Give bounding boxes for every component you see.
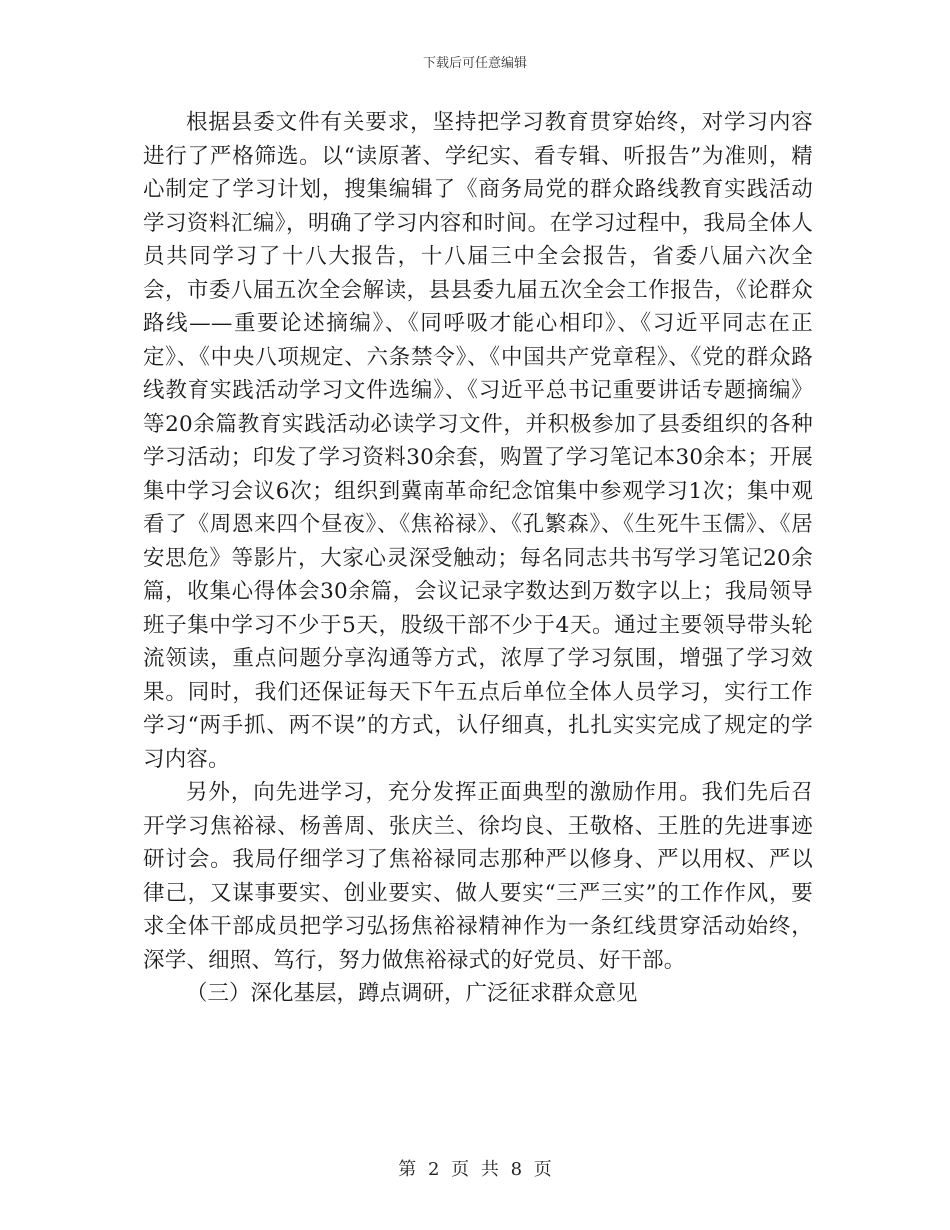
page-label-prefix: 第 (398, 1159, 417, 1180)
document-body (143, 106, 813, 1011)
page-label-suffix: 页 (533, 1159, 552, 1180)
page-current: 2 (427, 1159, 440, 1180)
section-heading: （三）深化基层，蹲点调研，广泛征求群众意见 (186, 981, 638, 1006)
page-label-mid1: 页 (451, 1159, 470, 1180)
page-header: 下载后可任意编辑 (422, 56, 527, 71)
page-label-mid2: 共 (480, 1159, 499, 1180)
paragraph-study-content: 根据县委文件有关要求，坚持把学习教育贯穿始终，对学习内容进行了严格筛选。以“读原著、学纪实、看专辑、听报告”为准则，精心制定了学习计划，搜集编辑了《商务局党的群众路线教育实践活动学习资料汇编》，明确了学习内容和时间。在学习过程中，我局全体人员共同学习了十八大报告，十八届三中全会报告，省委八届六次全会，市委八届五次全会解读，县县委九届五次全会工作报告，《论群众路线——重要论述摘编》、《同呼吸才能心相印》、《习近平同志在正定》、《中央八项规定、六条禁令》、《中国共产党章程》、《党的群众路线教育实践活动学习文件选编》、《习近平总书记重要讲话专题摘编》等20余篇教育实践活动必读学习文件，并积极参加了县委组织的各种学习活动；印发了学习资料30余套，购置了学习笔记本30余本；开展集中学习会议6次；组织到冀南革命纪念馆集中参观学习1次；集中观看了《周恩来四个昼夜》、《焦裕禄》、《孔繁森》、《生死牛玉儒》、《居安思危》等影片，大家心灵深受触动；每名同志共书写学习笔记20余篇，收集心得体会30余篇，会议记录字数达到万数字以上；我局领导班子集中学习不少于5天，股级干部不少于4天。通过主要领导带头轮流领读，重点问题分享沟通等方式，浓厚了学习氛围，增强了学习效果。同时，我们还保证每天下午五点后单位全体人员学习，实行工作学习“两手抓、两不误”的方式，认仔细真，扎扎实实完成了规定的学习内容。 (143, 110, 813, 772)
paragraph-advanced-models: 另外，向先进学习，充分发挥正面典型的激励作用。我们先后召开学习焦裕禄、杨善周、张庆兰、徐均良、王敬格、王胜的先进事迹研讨会。我局仔细学习了焦裕禄同志那种严以修身、严以用权、严以律己，又谋事要实、创业要实、做人要实“三严三实”的工作作风，要求全体干部成员把学习弘扬焦裕禄精神作为一条红线贯穿活动始终，深学、细照、笃行，努力做焦裕禄式的好党员、好干部。 (143, 780, 813, 973)
page-total: 8 (510, 1159, 523, 1180)
page-footer (0, 1155, 950, 1181)
